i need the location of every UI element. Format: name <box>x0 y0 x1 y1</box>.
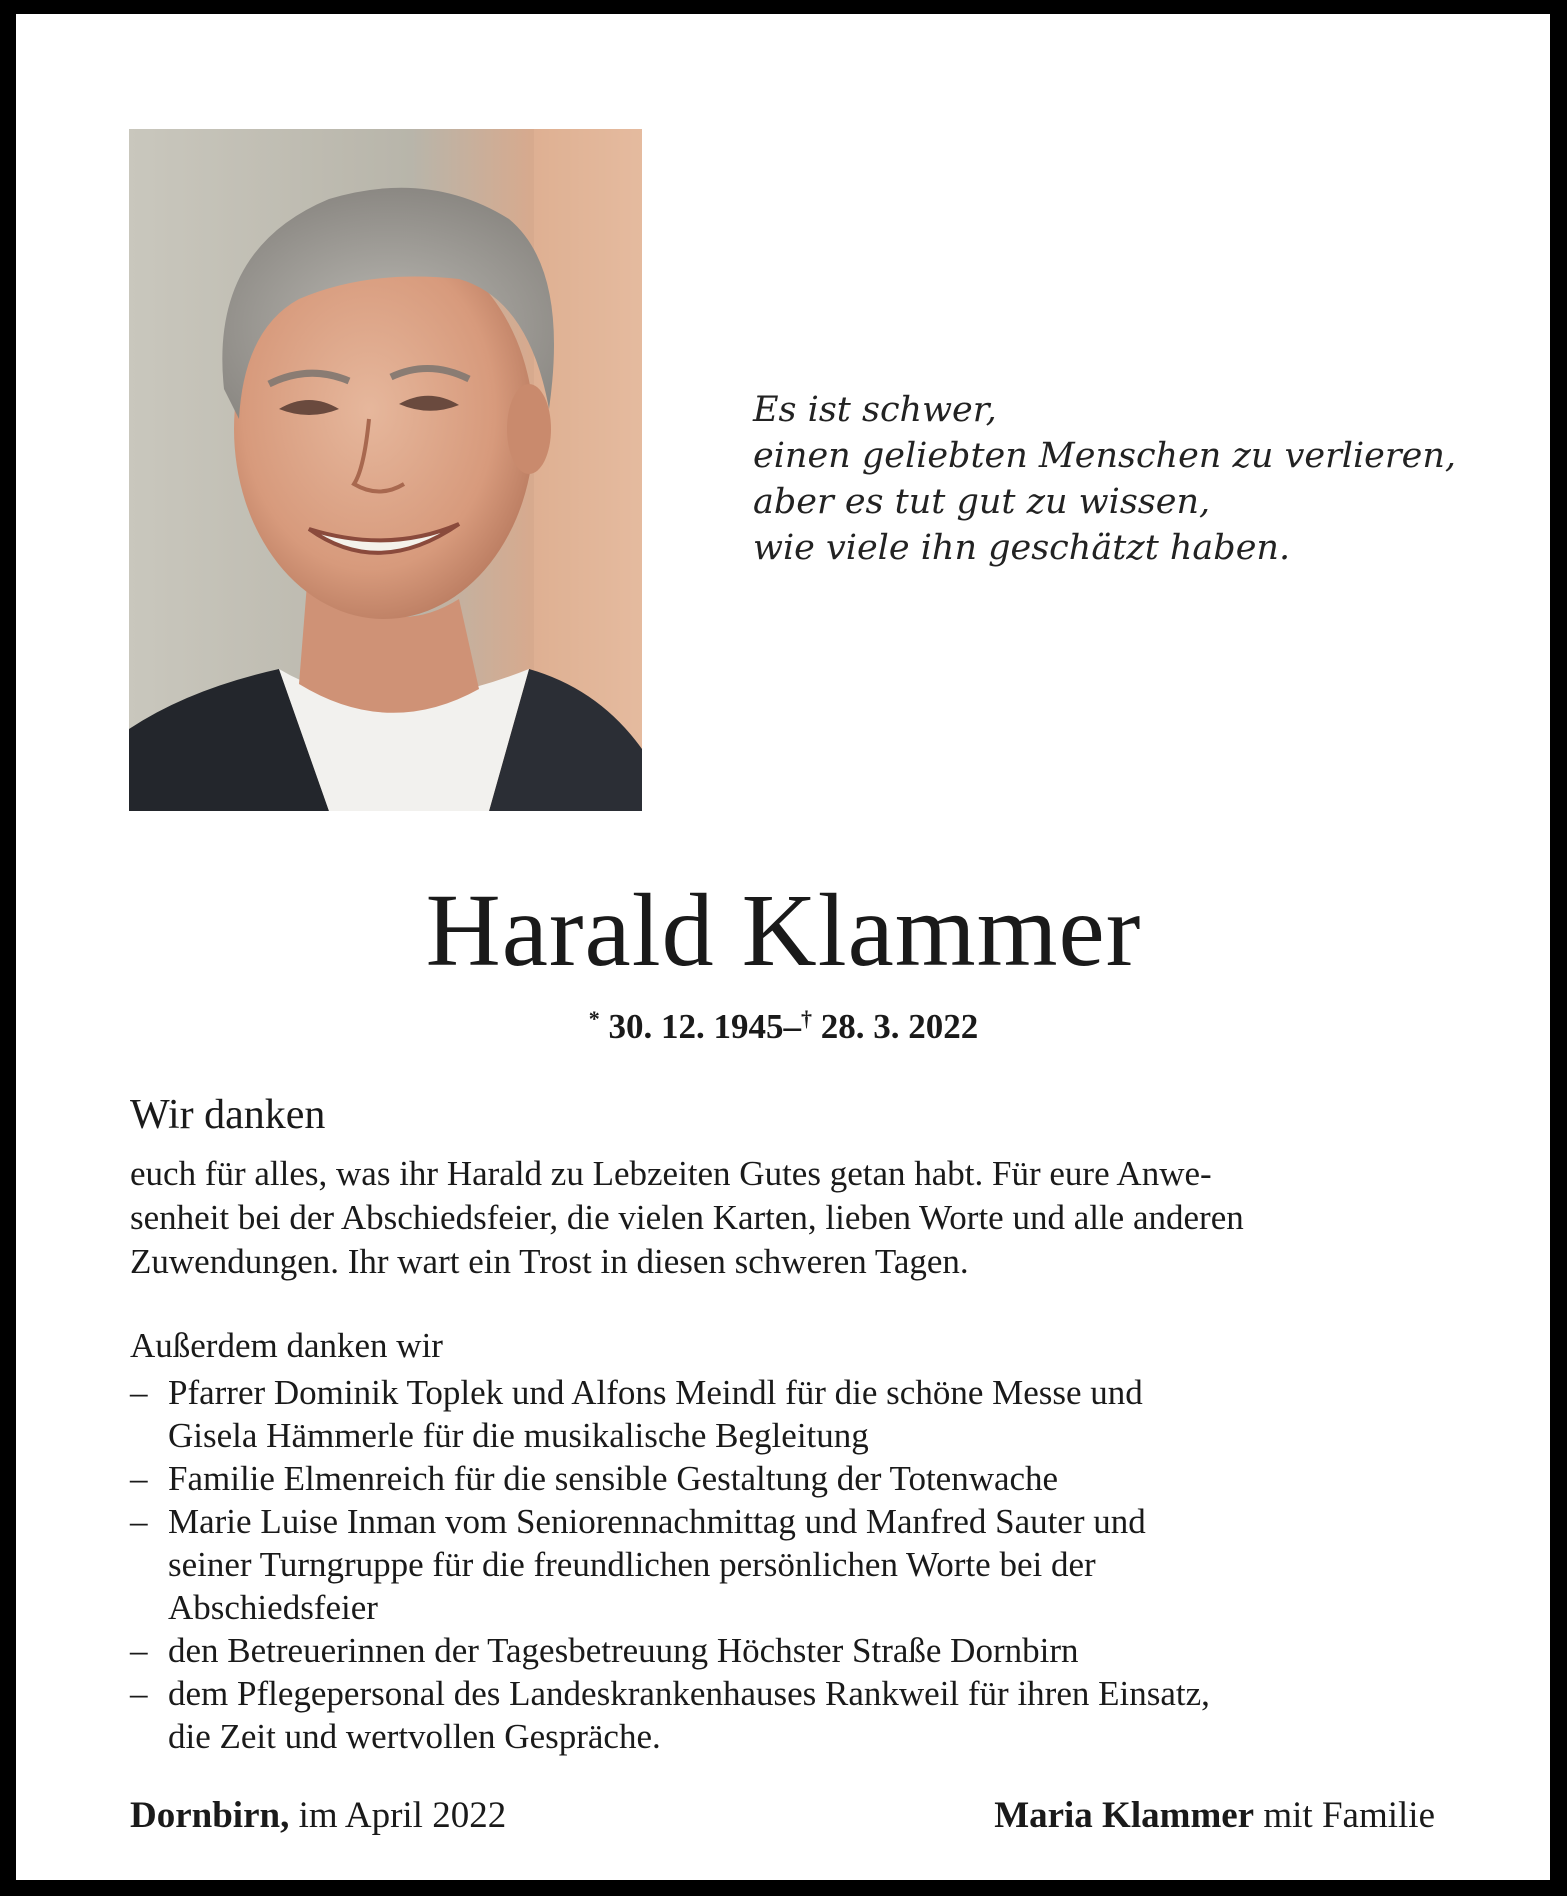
portrait-illustration <box>129 129 642 811</box>
signer-suffix: mit Familie <box>1263 1795 1435 1836</box>
portrait-photo <box>129 129 642 811</box>
list-item-line: – den Betreuerinnen der Tagesbetreuung Höchster Straße Dornbirn <box>168 1631 1079 1670</box>
list-item-line: Abschiedsfeier <box>168 1588 378 1627</box>
list-item <box>130 1457 1435 1500</box>
birth-date: 30. 12. 1945 <box>608 1007 784 1046</box>
list-item <box>130 1672 1435 1758</box>
death-symbol: † <box>801 1006 812 1031</box>
deceased-name: Harald Klammer <box>425 873 1142 988</box>
list-item-line: seiner Turngruppe für die freundlichen persönlichen Worte bei der <box>168 1545 1096 1584</box>
list-item-line: – dem Pflegepersonal des Landeskrankenhauses Rankweil für ihren Einsatz, <box>168 1674 1210 1713</box>
place: Dornbirn, <box>130 1795 290 1836</box>
date-separator: – <box>783 1007 801 1046</box>
quote-line: aber es tut gut zu wissen, <box>753 482 1211 522</box>
date: im April 2022 <box>298 1795 507 1836</box>
signer <box>994 1792 1435 1840</box>
list-item <box>130 1629 1435 1672</box>
obituary-notice <box>16 14 1550 1880</box>
list-item-line: die Zeit und wertvollen Gespräche. <box>168 1717 661 1756</box>
signer-name: Maria Klammer <box>994 1795 1255 1836</box>
thanks-heading: Wir danken <box>130 1092 326 1138</box>
list-item <box>130 1371 1435 1457</box>
quote-line: Es ist schwer, <box>753 390 997 430</box>
list-item-line: – Pfarrer Dominik Toplek und Alfons Meindl für die schöne Messe und <box>168 1373 1143 1412</box>
thanks-list <box>130 1371 1435 1758</box>
thanks-subheading: Außerdem danken wir <box>130 1326 443 1365</box>
birth-symbol: * <box>588 1006 600 1031</box>
memorial-quote <box>753 387 1457 571</box>
paragraph-line: Zuwendungen. Ihr wart ein Trost in diesen schweren Tagen. <box>130 1242 969 1281</box>
quote-line: einen geliebten Menschen zu verlieren, <box>753 436 1457 476</box>
paragraph-line: euch für alles, was ihr Harald zu Lebzeiten Gutes getan habt. Für eure Anwe- <box>130 1154 1212 1193</box>
list-item-line: – Marie Luise Inman vom Seniorennachmittag und Manfred Sauter und <box>168 1502 1146 1541</box>
thanks-paragraph <box>130 1152 1435 1284</box>
quote-line: wie viele ihn geschätzt haben. <box>753 528 1291 568</box>
list-item <box>130 1500 1435 1629</box>
place-and-date <box>130 1792 506 1840</box>
paragraph-line: senheit bei der Abschiedsfeier, die vielen Karten, lieben Worte und alle anderen <box>130 1198 1244 1237</box>
list-item-line: Gisela Hämmerle für die musikalische Begleitung <box>168 1416 869 1455</box>
death-date: 28. 3. 2022 <box>820 1007 979 1046</box>
life-dates <box>0 997 1567 1049</box>
list-item-line: – Familie Elmenreich für die sensible Gestaltung der Totenwache <box>168 1459 1059 1498</box>
